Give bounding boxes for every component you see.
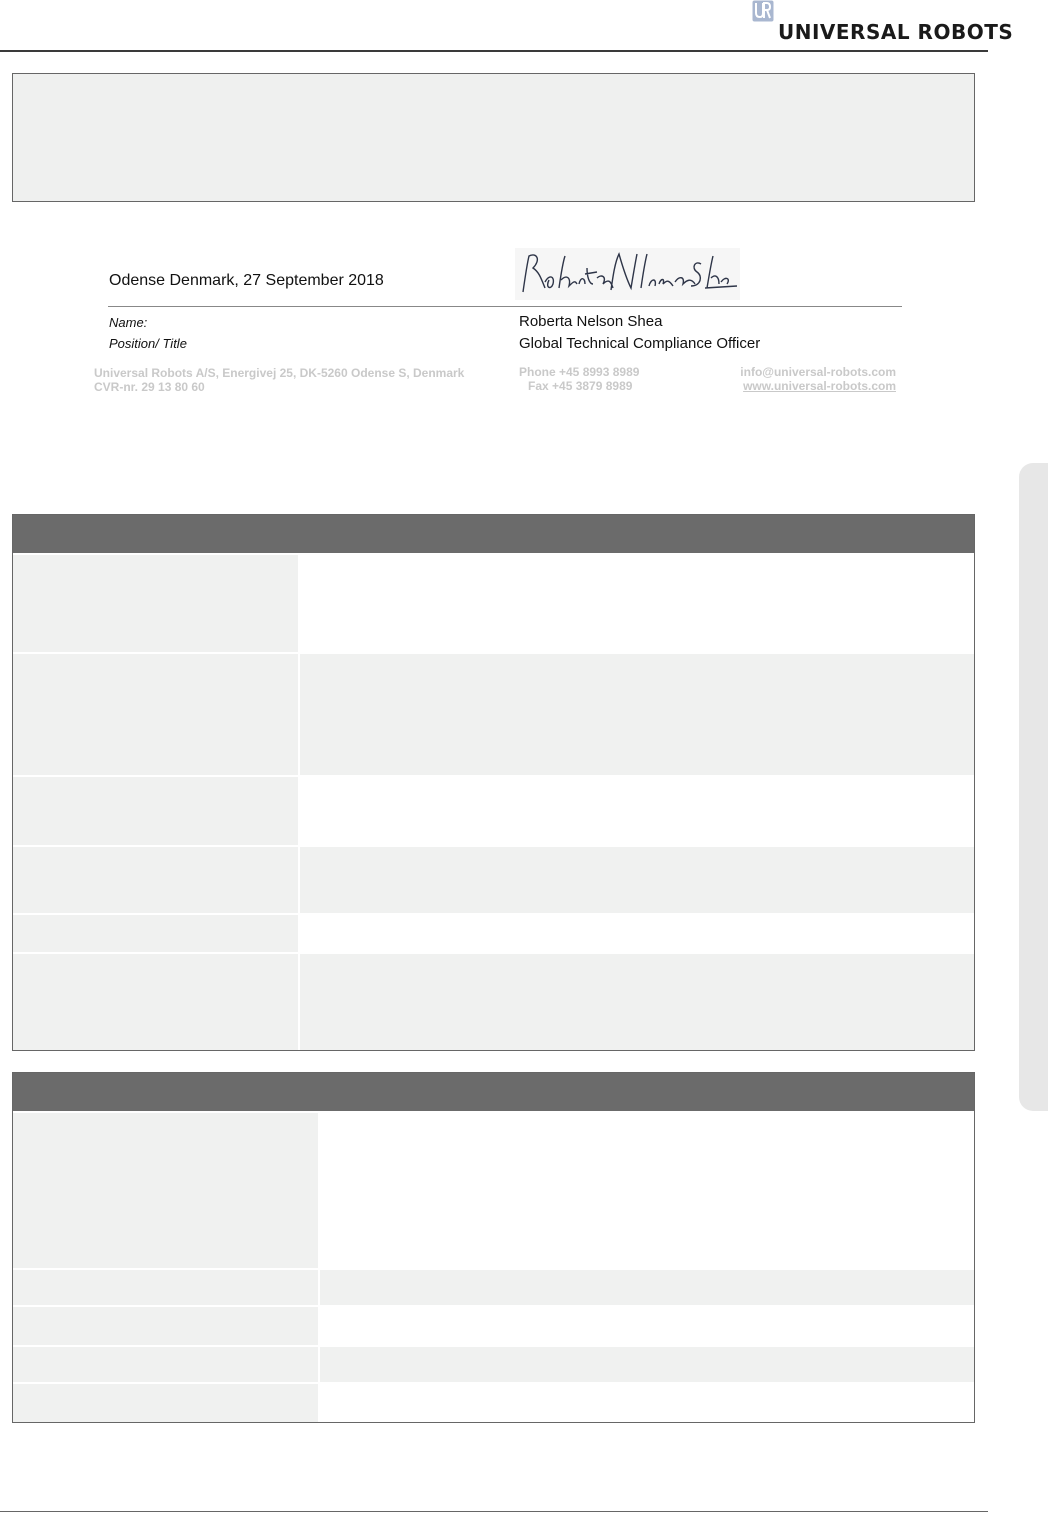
table-cell <box>13 1384 320 1422</box>
table-cell <box>320 1384 974 1422</box>
table-cell <box>13 654 300 775</box>
handwritten-signature-icon <box>515 248 740 300</box>
cvr-number: CVR-nr. 29 13 80 60 <box>94 380 205 394</box>
name-value: Roberta Nelson Shea <box>519 313 663 330</box>
position-value: Global Technical Compliance Officer <box>519 335 761 352</box>
table-cell <box>300 777 974 845</box>
table-header <box>13 515 974 553</box>
position-label: Position/ Title <box>109 336 187 351</box>
fax-number: Fax +45 3879 8989 <box>528 379 633 393</box>
table-row <box>13 652 974 775</box>
table-cell <box>300 954 974 1050</box>
table-cell <box>13 954 300 1050</box>
table-row <box>13 1305 974 1345</box>
table-cell <box>13 1270 320 1305</box>
table-cell <box>300 847 974 913</box>
table-cell <box>13 1347 320 1382</box>
table-cell <box>320 1307 974 1345</box>
info-table-2 <box>12 1072 975 1423</box>
phone-number: Phone +45 8993 8989 <box>519 365 640 379</box>
company-address: Universal Robots A/S, Energivej 25, DK-5260 Odense S, Denmark <box>94 366 465 380</box>
table-cell <box>13 1113 320 1268</box>
table-row <box>13 1268 974 1305</box>
table-cell <box>320 1347 974 1382</box>
info-table-1 <box>12 514 975 1051</box>
table-header <box>13 1073 974 1111</box>
table-row <box>13 775 974 845</box>
table-cell <box>300 654 974 775</box>
table-cell <box>320 1113 974 1268</box>
table-cell <box>300 555 974 652</box>
table-row <box>13 952 974 1050</box>
content-box <box>12 73 975 202</box>
table-cell <box>13 915 300 952</box>
table-row <box>13 1111 974 1268</box>
place-date: Odense Denmark, 27 September 2018 <box>109 272 384 289</box>
brand-name: UNIVERSAL ROBOTS <box>778 20 1014 44</box>
table-row <box>13 1345 974 1382</box>
name-label: Name: <box>109 315 148 330</box>
table-cell <box>13 777 300 845</box>
table-cell <box>13 1307 320 1345</box>
table-cell <box>300 915 974 952</box>
side-tab[interactable] <box>1019 463 1048 1111</box>
header-divider <box>0 50 988 52</box>
table-cell <box>13 555 300 652</box>
table-cell <box>13 847 300 913</box>
table-row <box>13 1382 974 1422</box>
signature-line <box>108 306 902 307</box>
table-row <box>13 553 974 652</box>
table-cell <box>320 1270 974 1305</box>
footer-divider <box>0 1511 988 1512</box>
ur-logo-icon <box>752 0 774 22</box>
email-link[interactable]: info@universal-robots.com <box>740 365 896 379</box>
table-row <box>13 913 974 952</box>
table-row <box>13 845 974 913</box>
website-link[interactable]: www.universal-robots.com <box>743 379 896 393</box>
